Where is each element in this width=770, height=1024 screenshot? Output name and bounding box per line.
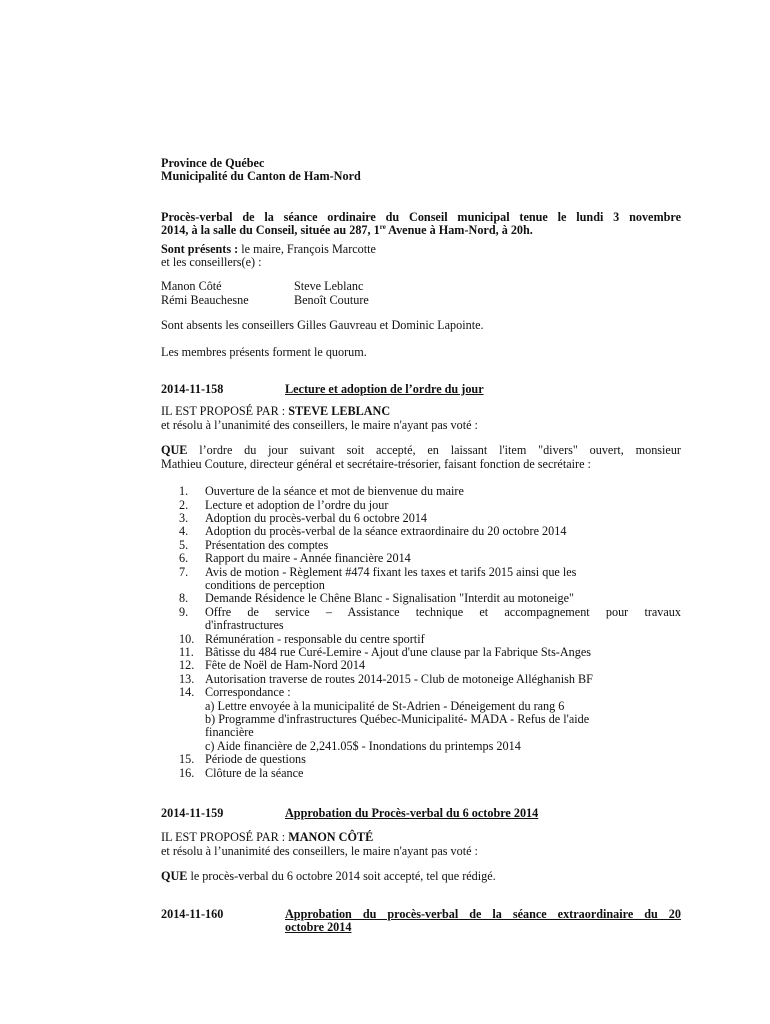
intro-line-2: 2014, à la salle du Conseil, située au 287, 1re Avenue à Ham-Nord, à 20h. [161,223,533,238]
agenda-item [161,525,681,538]
agenda-item-number: 11. [179,644,194,659]
agenda-item-line: Période de questions [205,752,306,767]
agenda-item-number: 3. [179,510,189,525]
agenda-item [161,606,681,633]
agenda-item-text [205,673,681,686]
agenda-item-line: Correspondance : [205,685,291,700]
agenda-item [161,633,681,646]
agenda-item-number: 5. [179,537,189,552]
resolved-line: et résolu à l’unanimité des conseillers, le maire n'ayant pas voté : [161,843,478,858]
agenda-item-text [205,753,681,766]
agenda-item-line: d'infrastructures [205,618,284,633]
agenda-item-line: Autorisation traverse de routes 2014-2015 - Club de motoneige Alléghanish BF [205,671,593,686]
agenda-item [161,753,681,766]
names-row [161,294,681,307]
agenda-item-line: financière [205,725,254,740]
agenda-item-line: Présentation des comptes [205,537,329,552]
agenda-item-number: 7. [179,564,189,579]
municipality-heading: Municipalité du Canton de Ham-Nord [161,169,361,184]
resolved-line: et résolu à l’unanimité des conseillers, le maire n'ayant pas voté : [161,417,478,432]
agenda-item-text [205,592,681,605]
agenda-item-text [205,659,681,672]
agenda-item-line: Lecture et adoption de l’ordre du jour [205,497,389,512]
agenda-item-number: 9. [179,604,189,619]
province-heading: Province de Québec [161,156,265,170]
absent-line: Sont absents les conseillers Gilles Gauvreau et Dominic Lapointe. [161,318,484,333]
proposer-name: MANON CÔTÉ [288,830,374,845]
agenda-item-text [205,485,681,498]
agenda-item [161,539,681,552]
agenda-item-number: 8. [179,591,189,606]
resolution-title: Approbation du Procès-verbal du 6 octobre 2014 [285,806,539,821]
present-line: Sont présents : le maire, François Marcotte [161,241,376,256]
agenda-item [161,686,681,753]
agenda-item-line: Rapport du maire - Année financière 2014 [205,551,411,566]
agenda-item-number: 15. [179,752,195,767]
proposed-line: IL EST PROPOSÉ PAR : STEVE LEBLANC [161,404,391,419]
agenda-item-line: Offre de service – Assistance technique et accompagnement pour travaux [205,604,681,619]
councillor-name: Benoît Couture [294,292,369,307]
agenda-item-line: Adoption du procès-verbal du 6 octobre 2014 [205,510,428,525]
agenda-item-line: Adoption du procès-verbal de la séance extraordinaire du 20 octobre 2014 [205,524,567,539]
resolution-number: 2014-11-158 [161,382,224,397]
agenda-item-number: 2. [179,497,189,512]
section-160-header [161,908,681,935]
que-line-1: QUE l’ordre du jour suivant soit accepté, en laissant l'item "divers" ouvert, monsieur [161,443,681,458]
agenda-item-text [205,686,681,753]
agenda-item-number: 4. [179,524,189,539]
agenda-item-line: conditions de perception [205,577,325,592]
resolution-title: Approbation du procès-verbal de la séance extraordinaire du 20 octobre 2014 [285,906,681,935]
agenda-item-text [205,767,681,780]
agenda-item [161,767,681,780]
agenda-item-number: 6. [179,551,189,566]
agenda-item-text [205,525,681,538]
councillor-name: Steve Leblanc [294,279,364,294]
agenda-item [161,566,681,593]
que-label: QUE [161,443,188,458]
que-line: QUE le procès-verbal du 6 octobre 2014 soit accepté, tel que rédigé. [161,869,496,884]
document-page [161,157,681,934]
agenda-item-number: 1. [179,484,189,499]
agenda-item [161,485,681,498]
councillor-name: Manon Côté [161,279,222,294]
section-159-header [161,807,681,820]
agenda-item-number: 14. [179,685,195,700]
agenda-item-line: Ouverture de la séance et mot de bienvenue du maire [205,484,464,499]
agenda-item-line: Fête de Noël de Ham-Nord 2014 [205,658,366,673]
agenda-item-text [205,566,681,593]
proposed-line: IL EST PROPOSÉ PAR : MANON CÔTÉ [161,830,374,845]
agenda-item-line: Demande Résidence le Chêne Blanc - Signalisation "Interdit au motoneige" [205,591,575,606]
agenda-item-text [205,552,681,565]
agenda-item-line: Rémunération - responsable du centre sportif [205,631,425,646]
agenda-item-text [205,633,681,646]
councillors-line: et les conseillers(e) : [161,255,262,270]
quorum-line: Les membres présents forment le quorum. [161,344,367,359]
que-line-2: Mathieu Couture, directeur général et secrétaire-trésorier, faisant fonction de secrétaire : [161,456,591,471]
agenda-item-line: Clôture de la séance [205,765,304,780]
agenda-item [161,659,681,672]
intro-line-1: Procès-verbal de la séance ordinaire du Conseil municipal tenue le lundi 3 novembre [161,209,681,224]
agenda-item-line: b) Programme d'infrastructures Québec-Municipalité- MADA - Refus de l'aide [205,712,590,726]
agenda-item [161,646,681,659]
councillor-names [161,280,681,307]
councillor-name: Rémi Beauchesne [161,292,249,307]
agenda-item-text [205,646,681,659]
agenda-item-text [205,499,681,512]
agenda-item-text [205,606,681,633]
agenda-item-line: Avis de motion - Règlement #474 fixant les taxes et tarifs 2015 ainsi que les [205,564,577,579]
agenda-item-number: 16. [179,765,195,780]
agenda-item-text [205,512,681,525]
que-label: QUE [161,869,188,884]
agenda-item [161,592,681,605]
agenda-item-number: 12. [179,658,195,673]
agenda-list [161,485,681,780]
agenda-item-line: c) Aide financière de 2,241.05$ - Inondations du printemps 2014 [205,738,521,753]
agenda-item-number: 13. [179,671,195,686]
agenda-item-line: Bâtisse du 484 rue Curé-Lemire - Ajout d'une clause par la Fabrique Sts-Anges [205,644,592,659]
proposer-name: STEVE LEBLANC [288,404,391,419]
agenda-item [161,552,681,565]
agenda-item [161,512,681,525]
resolution-number: 2014-11-160 [161,906,224,921]
agenda-item [161,499,681,512]
agenda-item [161,673,681,686]
agenda-item-line: a) Lettre envoyée à la municipalité de St-Adrien - Déneigement du rang 6 [205,698,565,713]
agenda-item-text [205,539,681,552]
agenda-item-number: 10. [179,631,195,646]
names-row [161,280,681,293]
resolution-title: Lecture et adoption de l’ordre du jour [285,382,484,397]
section-158-header [161,383,681,396]
resolution-number: 2014-11-159 [161,806,224,821]
present-label: Sont présents : [161,241,239,256]
